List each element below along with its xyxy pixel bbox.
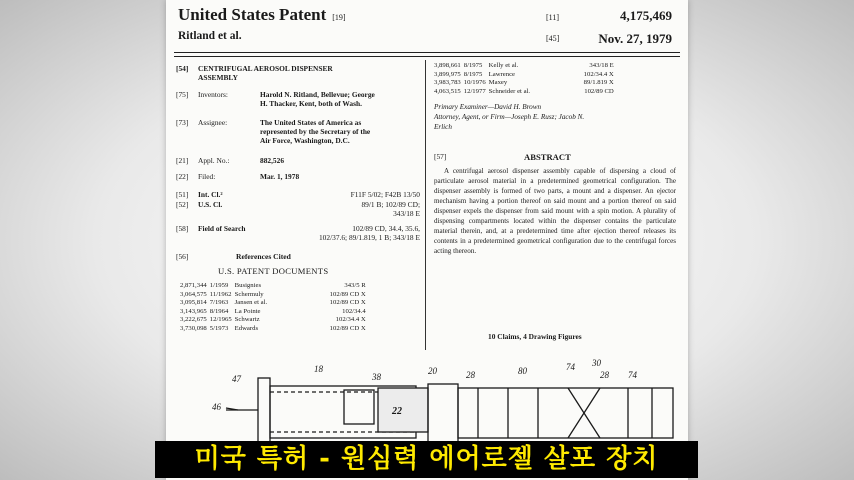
reference-cls: 102/89 CD X: [329, 290, 366, 298]
reference-cls: 102/34.4: [342, 307, 366, 315]
reference-row: [434, 88, 617, 97]
reference-row: [180, 282, 369, 291]
reference-row: [434, 71, 617, 80]
reference-date: 1/1959: [209, 282, 229, 289]
reference-row: [180, 325, 369, 334]
reference-num: 3,222,675: [180, 316, 207, 324]
reference-row: [180, 308, 369, 317]
reference-num: 2,871,344: [180, 282, 207, 289]
reference-row: [434, 62, 617, 71]
reference-name: La Pointe: [234, 307, 261, 315]
section-28: [428, 384, 458, 442]
header-rule: [174, 52, 680, 53]
reference-num: 3,143,965: [180, 307, 207, 315]
reference-date: 11/1962: [209, 290, 232, 298]
reference-name: Schwartz: [234, 316, 260, 324]
label-22: 22: [392, 406, 402, 417]
reference-date: 10/1976: [463, 79, 486, 87]
label-74-a: 74: [566, 362, 575, 372]
attorney: Attorney, Agent, or Firm—Joseph E. Rusz; Jacob N.: [434, 113, 585, 121]
reference-cls: 343/5 R: [344, 282, 366, 289]
mount-flange: [258, 378, 270, 448]
reference-num: 3,899,975: [434, 70, 461, 78]
label-74-b: 74: [628, 370, 637, 380]
reference-name: Kelly et al.: [488, 62, 519, 69]
reference-date: 5/1973: [209, 324, 229, 332]
label-38: 38: [372, 372, 381, 382]
reference-cls: 102/89 CD: [584, 87, 614, 95]
reference-cls: 102/34.4 X: [583, 70, 614, 78]
examiner-info: [434, 102, 584, 132]
us-patent-documents-title: U.S. PATENT DOCUMENTS: [218, 266, 329, 276]
intcl-field: [51] Int. Cl.² F11F 5/02; F42B 13/50: [176, 190, 420, 199]
references-title: References Cited: [236, 252, 291, 261]
appl-field: [21] Appl. No.: 882,526: [176, 156, 285, 165]
label-28-b: 28: [600, 370, 609, 380]
filed-field: [22] Filed: Mar. 1, 1978: [176, 172, 300, 181]
reference-date: 8/1975: [463, 62, 483, 69]
compartment-22: [378, 388, 428, 432]
assignee-field: [73] Assignee: The United States of America as represented by the Secretary of the Air Force, Washington, D.C.: [176, 118, 371, 145]
reference-name: Edwards: [234, 324, 259, 332]
reference-date: 12/1977: [463, 87, 486, 95]
reference-name: Jansen et al.: [234, 299, 268, 307]
reference-date: 8/1964: [209, 307, 229, 315]
search-field: [58] Field of Search 102/89 CD, 34.4, 35.6, 102/37.6; 89/1.819, 1 B; 343/18 E: [176, 224, 420, 242]
label-20: 20: [428, 366, 437, 376]
reference-date: 7/1963: [209, 299, 229, 307]
abstract-text: A centrifugal aerosol dispenser assembly capable of dispersing a cloud of particulate aerosol material in a predetermined geometrical configuration. The dispenser assembly is formed of two parts, a mount and a dispenser. An ejector mechanism having a portion thereof on said mount and a portion thereof on said dispenser expels the dispenser from said mount with a spin motion. A plurality of dispensing compartments located within the dispenser contains the particulate material therein, and, at a predetermined time after ejection thereof releases its contents in a predetermined geometrical configuration due to the centrifugal forces acting thereon.: [434, 167, 676, 255]
uscl-field: [52] U.S. Cl. 89/1 B; 102/89 CD; 343/18 E: [176, 200, 420, 218]
reference-cls: 102/89 CD X: [329, 299, 366, 307]
dispenser-body: [458, 388, 673, 438]
label-80: 80: [518, 366, 527, 376]
column-divider: [425, 60, 426, 350]
subtitle-caption: 미국 특허 - 원심력 에어로젤 살포 장치: [155, 441, 698, 478]
label-47: 47: [232, 374, 241, 384]
reference-row: [434, 79, 617, 88]
reference-num: 3,898,661: [434, 62, 461, 69]
inventors-field: [75] Inventors: Harold N. Ritland, Bellevue; George H. Thacker, Kent, both of Wash.: [176, 90, 375, 108]
ejector: [344, 390, 374, 424]
reference-row: [180, 299, 369, 308]
abstract-tag: [57]: [434, 152, 447, 161]
date-tag: [45]: [546, 34, 560, 43]
patent-date: Nov. 27, 1979: [598, 31, 672, 46]
reference-name: Schneider et al.: [488, 87, 531, 95]
header-rule-thin: [174, 56, 680, 57]
patent-title: United States Patent [19]: [178, 5, 346, 24]
reference-date: 8/1975: [463, 70, 483, 78]
right-references-table: [434, 62, 617, 96]
reference-name: Maxey: [488, 79, 508, 87]
reference-num: 4,063,515: [434, 87, 461, 95]
abstract-title: ABSTRACT: [524, 152, 571, 162]
attorney-cont: Erlich: [434, 123, 452, 131]
reference-name: Lawrence: [488, 70, 516, 78]
reference-name: Busignies: [234, 282, 262, 289]
reference-name: Schermuly: [234, 290, 264, 298]
reference-row: [180, 291, 369, 300]
reference-cls: 102/89 CD X: [329, 324, 366, 332]
claims-count: 10 Claims, 4 Drawing Figures: [488, 332, 582, 341]
reference-num: 3,983,783: [434, 79, 461, 87]
reference-cls: 89/1.819 X: [583, 79, 614, 87]
reference-cls: 343/18 E: [589, 62, 614, 69]
reference-num: 3,064,575: [180, 290, 207, 298]
patent-authors: Ritland et al.: [178, 30, 242, 42]
reference-cls: 102/34.4 X: [335, 316, 366, 324]
patent-document: [166, 0, 688, 480]
label-28: 28: [466, 370, 475, 380]
reference-date: 12/1965: [209, 316, 232, 324]
reference-num: 3,730,098: [180, 324, 207, 332]
reference-row: [180, 316, 369, 325]
primary-examiner: Primary Examiner—David H. Brown: [434, 103, 542, 111]
patent-number: 4,175,469: [620, 8, 672, 23]
number-tag: [11]: [546, 13, 560, 22]
refs-tag: [56]: [176, 252, 189, 261]
label-46: 46: [212, 402, 221, 412]
label-18: 18: [314, 364, 323, 374]
title-field: [54] CENTRIFUGAL AEROSOL DISPENSER ASSEMBLY: [176, 64, 333, 82]
label-30: 30: [592, 358, 601, 368]
left-references-table: [180, 282, 369, 334]
reference-num: 3,095,814: [180, 299, 207, 307]
